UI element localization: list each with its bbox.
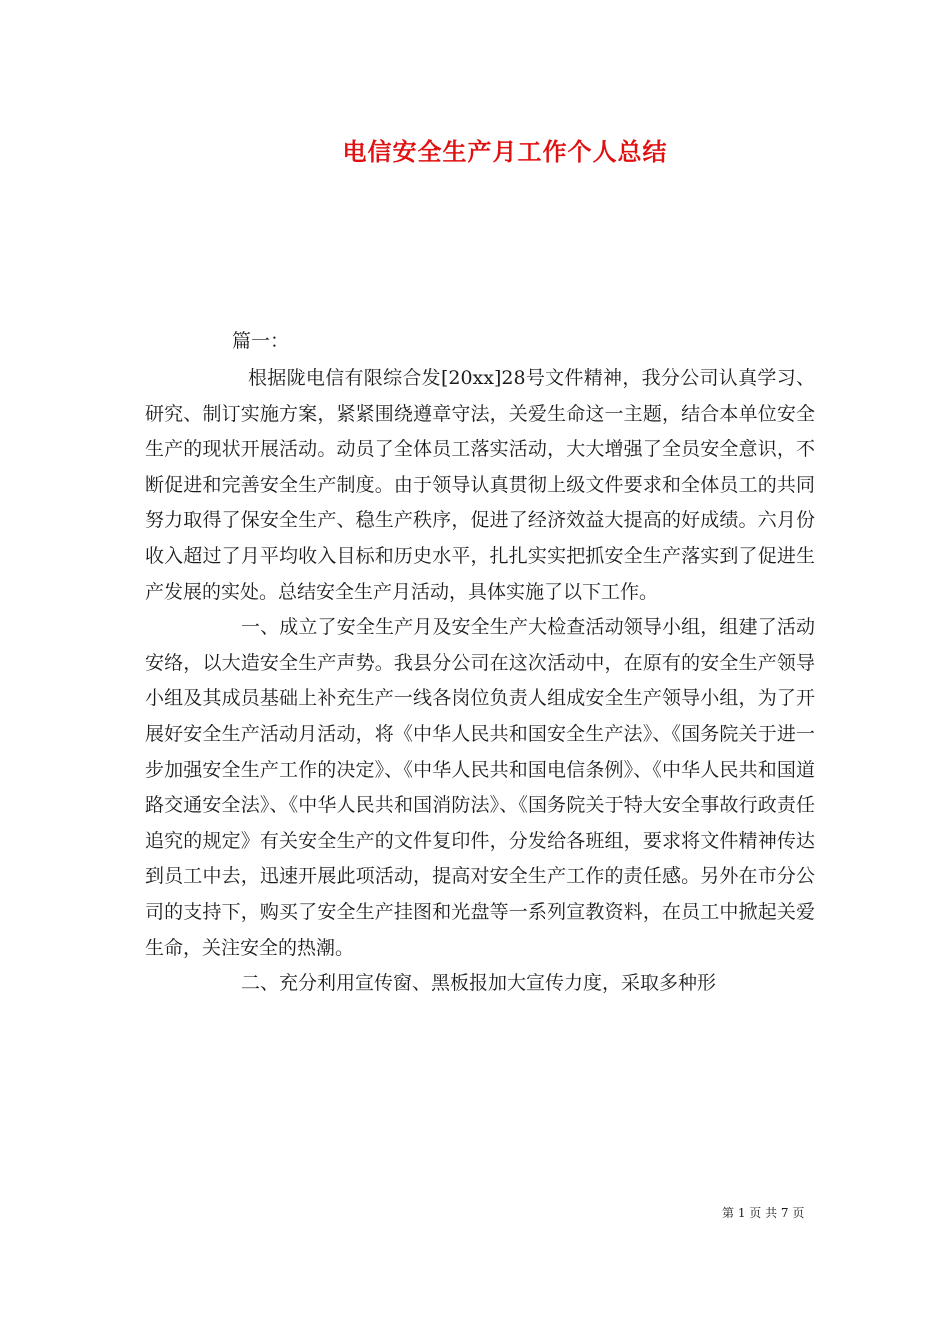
document-body [145, 361, 815, 1002]
paragraph-intro: 根据陇电信有限综合发[20xx]28号文件精神，我分公司认真学习、研究、制订实施方案，紧紧围绕遵章守法，关爱生命这一主题，结合本单位安全生产的现状开展活动。动员了全体员工落实活动，大大增强了全员安全意识，不断促进和完善安全生产制度。由于领导认真贯彻上级文件要求和全体员工的共同努力取得了保安全生产、稳生产秩序，促进了经济效益大提高的好成绩。六月份收入超过了月平均收入目标和历史水平，扎扎实实把抓安全生产落实到了促进生产发展的实处。总结安全生产月活动，具体实施了以下工作。 [145, 367, 815, 603]
document-title: 电信安全生产月工作个人总结 [342, 137, 668, 166]
paragraph-item-1: 一、成立了安全生产月及安全生产大检查活动领导小组，组建了活动安络，以大造安全生产声势。我县分公司在这次活动中，在原有的安全生产领导小组及其成员基础上补充生产一线各岗位负责人组成安全生产领导小组，为了开展好安全生产活动月活动，将《中华人民共和国安全生产法》、《国务院关于进一步加强安全生产工作的决定》、《中华人民共和国电信条例》、《中华人民共和国道路交通安全法》、《中华人民共和国消防法》、《国务院关于特大安全事故行政责任追究的规定》有关安全生产的文件复印件，分发给各班组，要求将文件精神传达到员工中去，迅速开展此项活动，提高对安全生产工作的责任感。另外在市分公司的支持下，购买了安全生产挂图和光盘等一系列宣教资料，在员工中掀起关爱生命，关注安全的热潮。 [145, 616, 815, 959]
page-footer: 第 1 页 共 7 页 [722, 1206, 805, 1220]
section-label: 篇一： [232, 330, 290, 352]
paragraph-item-2: 二、充分利用宣传窗、黑板报加大宣传力度，采取多种形 [241, 972, 717, 995]
